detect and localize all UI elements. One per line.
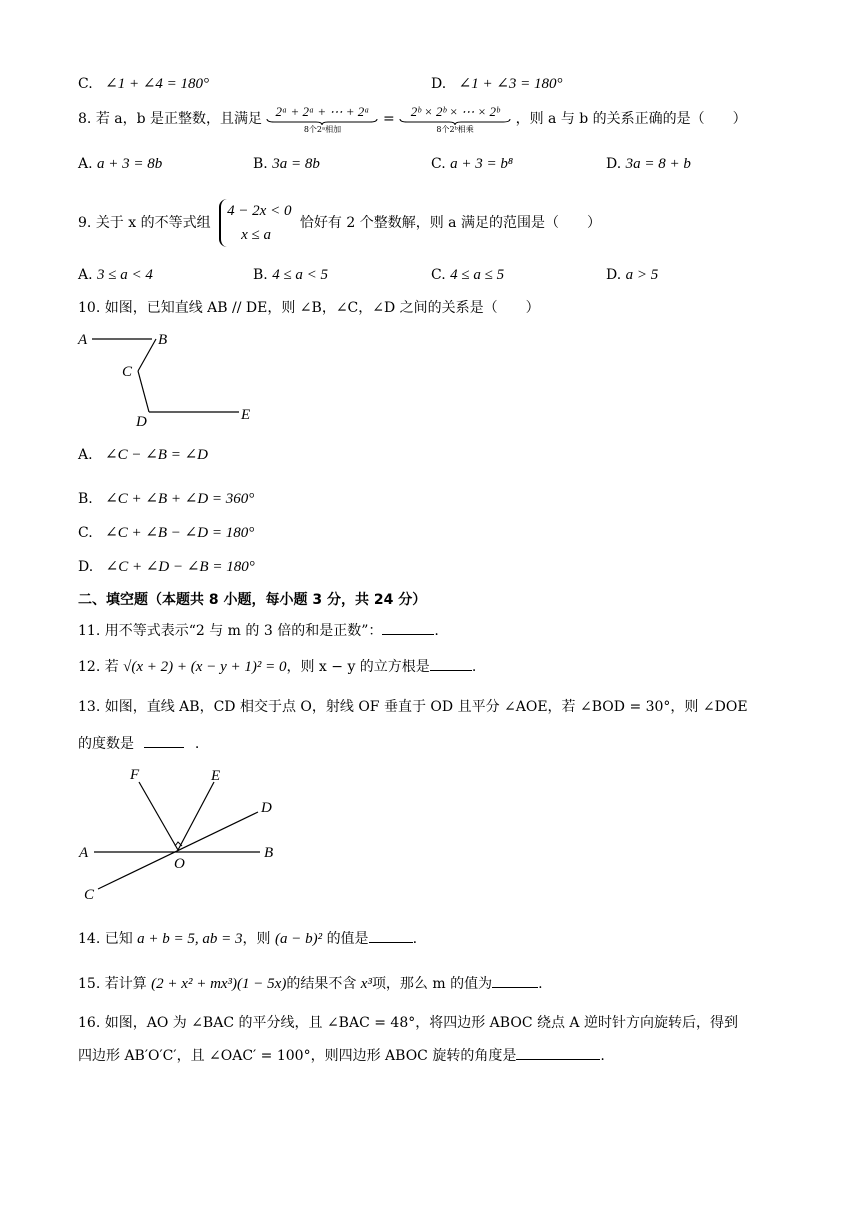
q15-expr2: x³ xyxy=(360,976,372,992)
q13-line2-text: 的度数是 xyxy=(78,736,134,752)
q8-option-d xyxy=(606,154,691,174)
q10-number: 10. xyxy=(78,300,101,316)
q9-option-b xyxy=(253,265,328,285)
q15-text-mid: 的结果不含 xyxy=(286,976,357,992)
q8-stem xyxy=(78,104,747,134)
q9-option-d xyxy=(606,265,658,285)
q9-option-d-expr: a > 5 xyxy=(625,267,659,283)
q9-text-post: 恰好有 2 个整数解，则 a 满足的范围是（ ） xyxy=(299,215,601,231)
q7-option-c xyxy=(78,74,209,94)
q8-lhs-group xyxy=(266,105,378,134)
q16-line2-text: 四边形 AB′O′C′，且 ∠OAC′ = 100°，则四边形 ABOC 旋转的角度是 xyxy=(78,1048,517,1064)
q8-option-d-label: D. xyxy=(606,156,622,172)
q8-text-post: ，则 a 与 b 的关系正确的是（ ） xyxy=(515,111,747,127)
q10-option-c-label: C. xyxy=(78,525,93,541)
q15-end: . xyxy=(538,976,543,992)
q11-answer-blank[interactable] xyxy=(382,620,434,635)
q8-rhs-group xyxy=(399,105,511,134)
q13-answer-blank[interactable] xyxy=(144,733,184,748)
q13-label-e: E xyxy=(211,768,221,784)
q10-option-d-expr: ∠C + ∠D − ∠B = 180° xyxy=(105,559,255,575)
q12-end: . xyxy=(471,659,477,675)
q9-sys-line1: 4 − 2x < 0 xyxy=(227,203,292,219)
q9-option-d-label: D. xyxy=(606,267,622,283)
q9-stem xyxy=(78,198,601,248)
q14-end: . xyxy=(412,931,418,947)
q7-option-d-label: D. xyxy=(431,76,447,92)
q14-answer-blank[interactable] xyxy=(369,928,413,943)
q11-end: . xyxy=(434,623,439,639)
q8-text-pre: 若 a，b 是正整数，且满足 xyxy=(95,111,263,127)
q9-option-a xyxy=(78,265,153,285)
q13-label-b: B xyxy=(264,845,274,861)
q10-option-d xyxy=(78,557,255,577)
q10-option-a xyxy=(78,445,208,465)
q8-option-c-label: C. xyxy=(431,156,446,172)
q13-label-a: A xyxy=(79,845,89,861)
q8-option-d-expr: 3a = 8 + b xyxy=(625,156,691,172)
q13-line-cd xyxy=(98,812,258,889)
q10-text: 如图，已知直线 AB // DE，则 ∠B，∠C，∠D 之间的关系是（ ） xyxy=(104,300,540,316)
q8-option-a-expr: a + 3 = 8b xyxy=(97,156,163,172)
q10-label-a: A xyxy=(78,332,88,348)
q10-label-c: C xyxy=(122,364,133,380)
q8-option-b-label: B. xyxy=(253,156,268,172)
q12 xyxy=(78,656,476,677)
q8-option-c-expr: a + 3 = b⁸ xyxy=(450,156,514,172)
q8-option-a xyxy=(78,154,162,174)
q13-ray-oe xyxy=(178,782,214,850)
q13-label-d: D xyxy=(261,800,272,816)
q13-line1: 13. 如图，直线 AB，CD 相交于点 O，射线 OF 垂直于 OD 且平分 ∠AOE，若 ∠BOD = 30°，则 ∠DOE xyxy=(78,699,748,715)
q12-text-pre: 12. 若 xyxy=(78,659,119,675)
q9-option-c-label: C. xyxy=(431,267,446,283)
q11 xyxy=(78,620,439,641)
q8-eq: = xyxy=(382,111,395,127)
q7-option-c-label: C. xyxy=(78,76,93,92)
q8-option-c xyxy=(431,154,513,174)
q12-text-post: ，则 x − y 的立方根是 xyxy=(286,659,430,675)
q8-option-b xyxy=(253,154,320,174)
q10-figure xyxy=(74,326,274,436)
q10-label-e: E xyxy=(241,407,251,423)
q15-text-post: 项，那么 m 的值为 xyxy=(371,976,493,992)
q14-expr2: (a − b)² xyxy=(275,931,323,947)
q7-option-d xyxy=(431,74,563,94)
q14-text-post: 的值是 xyxy=(326,931,369,947)
q8-rhs: 2ᵇ × 2ᵇ × ⋯ × 2ᵇ xyxy=(410,103,500,119)
q15-text-pre: 15. 若计算 xyxy=(78,976,147,992)
q10-option-b xyxy=(78,489,254,509)
q10-line-cd xyxy=(138,371,149,412)
q14-text-mid: ，则 xyxy=(242,931,271,947)
q10-option-b-expr: ∠C + ∠B + ∠D = 360° xyxy=(105,491,255,507)
q16-end: . xyxy=(600,1048,605,1064)
q10-option-d-label: D. xyxy=(78,559,94,575)
q8-lhs-under: 8个2ᵃ相加 xyxy=(303,124,342,134)
q13-label-o: O xyxy=(174,856,185,872)
q13-figure xyxy=(74,762,294,904)
q14-expr1: a + b = 5, ab = 3 xyxy=(137,931,243,947)
q10-option-c xyxy=(78,523,254,543)
q13-end: . xyxy=(194,736,200,752)
q8-rhs-under: 8个2ᵇ相乘 xyxy=(436,124,474,134)
q9-system xyxy=(219,199,291,247)
section-2-title: 二、填空题（本题共 8 小题，每小题 3 分，共 24 分） xyxy=(78,592,427,608)
q9-number: 9. xyxy=(78,215,92,231)
q15 xyxy=(78,973,543,994)
q10-label-d: D xyxy=(136,414,147,430)
q10-option-b-label: B. xyxy=(78,491,93,507)
q7-option-d-expr: ∠1 + ∠3 = 180° xyxy=(458,76,563,92)
q7-option-c-expr: ∠1 + ∠4 = 180° xyxy=(105,76,210,92)
q9-text-pre: 关于 x 的不等式组 xyxy=(95,215,211,231)
q8-lhs: 2ᵃ + 2ᵃ + ⋯ + 2ᵃ xyxy=(275,103,370,119)
q10-line-bc xyxy=(138,339,156,371)
q13-label-c: C xyxy=(84,887,95,903)
q9-option-b-expr: 4 ≤ a < 5 xyxy=(272,267,329,283)
q10-option-c-expr: ∠C + ∠B − ∠D = 180° xyxy=(105,525,255,541)
q9-option-a-expr: 3 ≤ a < 4 xyxy=(97,267,153,283)
q9-sys-line2: x ≤ a xyxy=(241,227,271,243)
q13-label-f: F xyxy=(130,767,140,783)
q16-line2 xyxy=(78,1045,605,1066)
q13-ray-of xyxy=(139,782,178,850)
q9-option-c xyxy=(431,265,504,285)
q13-line2 xyxy=(78,733,199,754)
q10-option-a-label: A. xyxy=(78,447,93,463)
q9-option-b-label: B. xyxy=(253,267,268,283)
q12-expr: √(x + 2) + (x − y + 1)² = 0 xyxy=(123,659,287,675)
q14 xyxy=(78,928,417,949)
q10-option-a-expr: ∠C − ∠B = ∠D xyxy=(105,447,208,463)
q9-option-a-label: A. xyxy=(78,267,93,283)
q8-option-a-label: A. xyxy=(78,156,93,172)
q12-answer-blank[interactable] xyxy=(430,656,472,671)
q15-expr: (2 + x² + mx³)(1 − 5x) xyxy=(151,976,287,992)
q16-line1: 16. 如图，AO 为 ∠BAC 的平分线，且 ∠BAC = 48°，将四边形 ABOC 绕点 A 逆时针方向旋转后，得到 xyxy=(78,1015,738,1031)
q15-answer-blank[interactable] xyxy=(492,973,538,988)
q8-number: 8. xyxy=(78,111,92,127)
q9-option-c-expr: 4 ≤ a ≤ 5 xyxy=(450,267,505,283)
q10-label-b: B xyxy=(158,332,168,348)
q10-stem xyxy=(78,298,540,318)
q11-text: 11. 用不等式表示“2 与 m 的 3 倍的和是正数”： xyxy=(78,623,383,639)
q16-answer-blank[interactable] xyxy=(516,1045,600,1060)
q8-option-b-expr: 3a = 8b xyxy=(272,156,320,172)
q14-text-pre: 14. 已知 xyxy=(78,931,133,947)
